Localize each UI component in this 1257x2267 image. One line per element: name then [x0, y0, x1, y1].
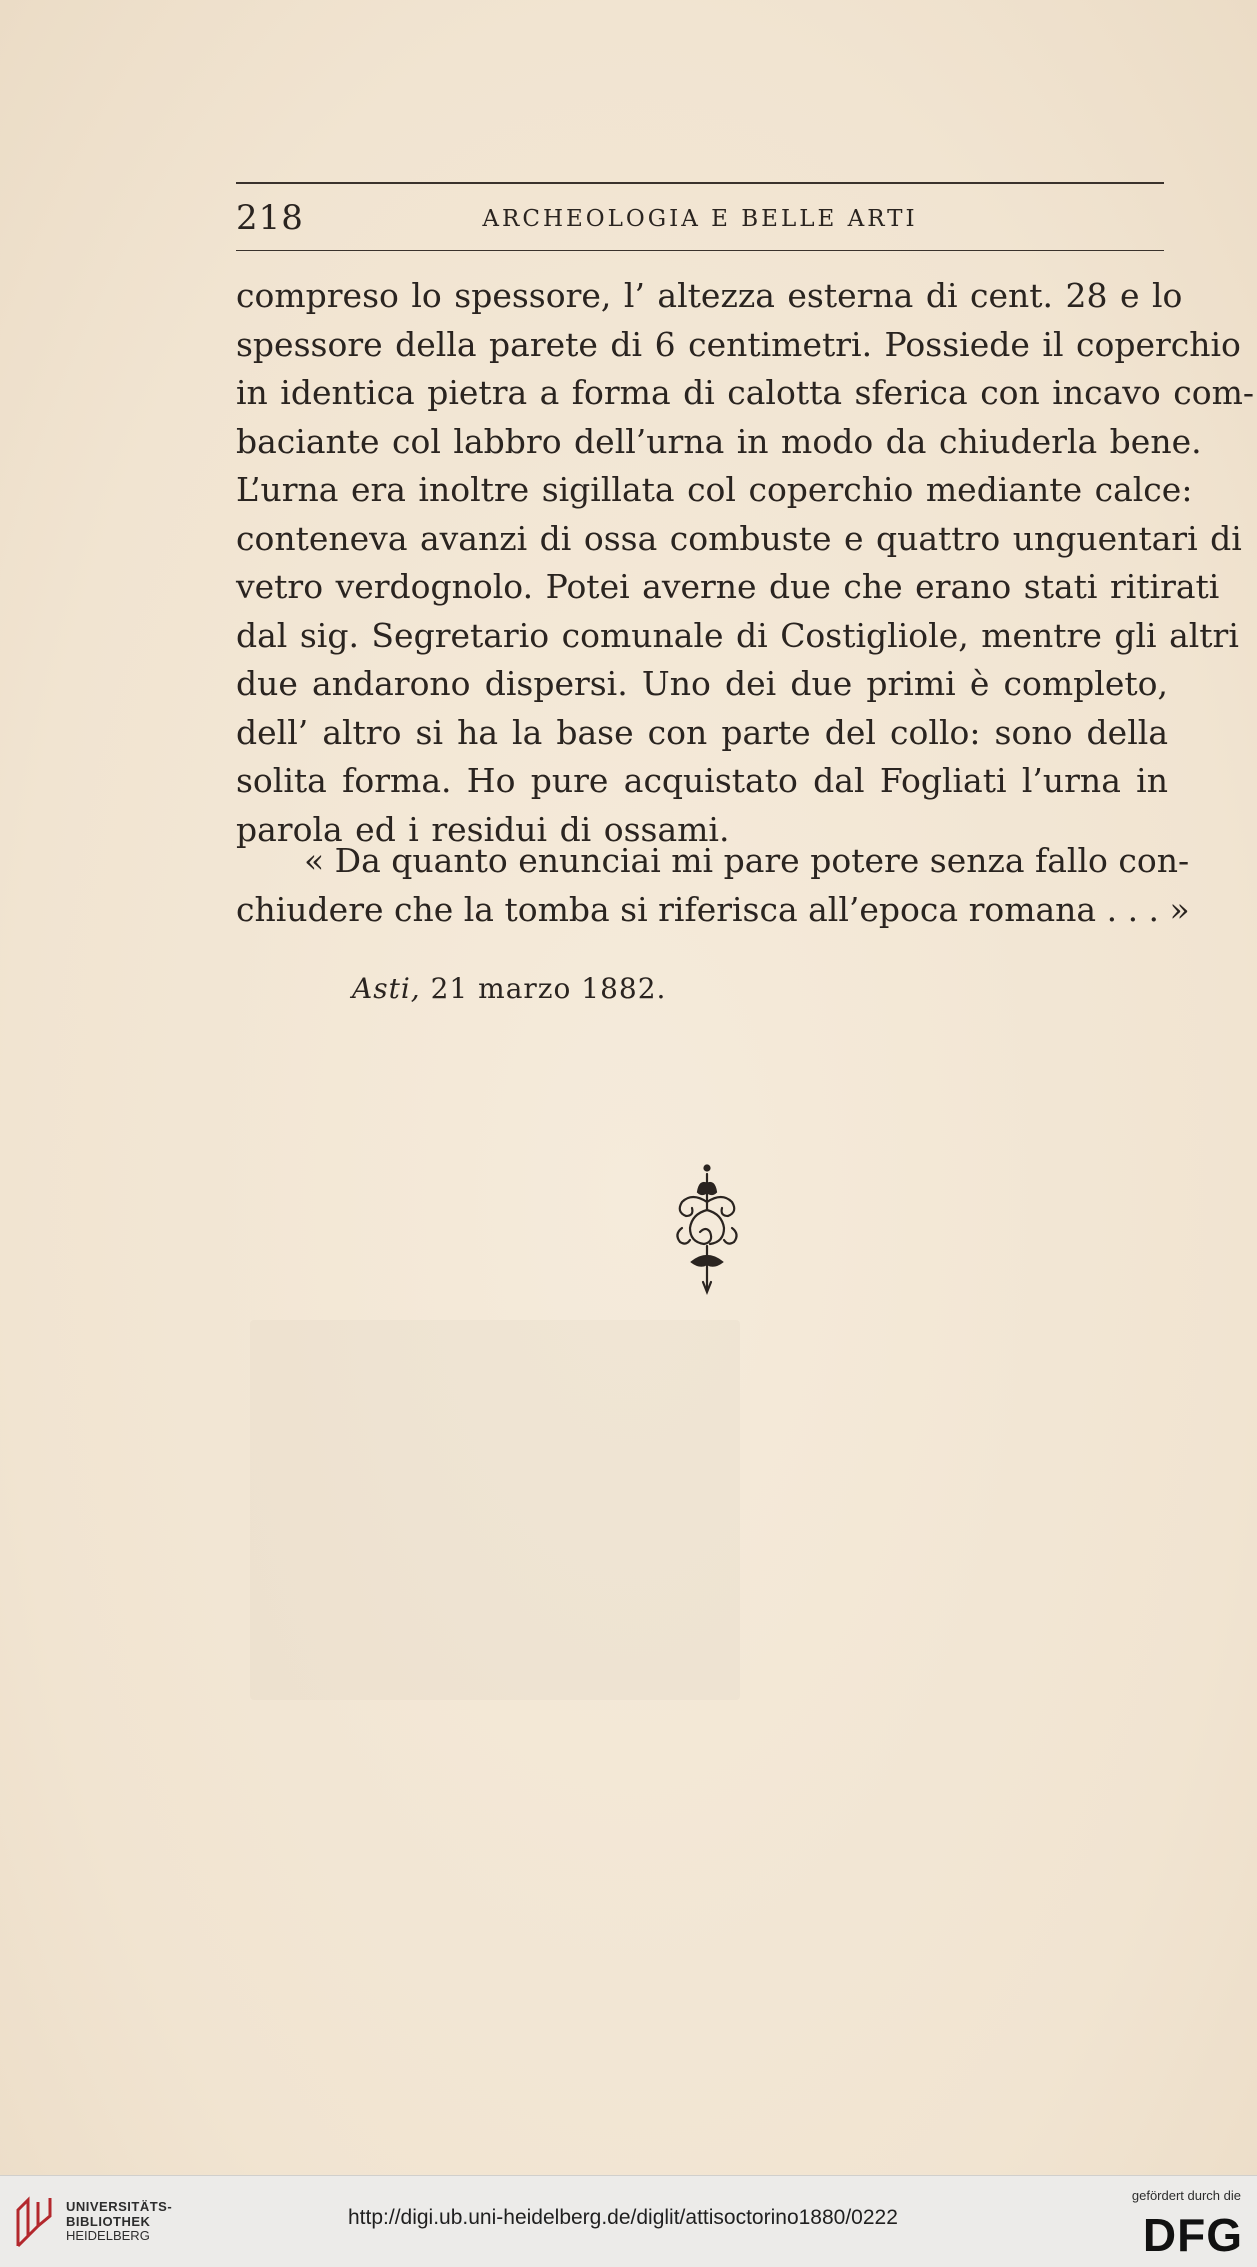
library-name: [66, 2200, 172, 2244]
text-line: vetro verdognolo. Potei averne due che erano stati ritirati: [236, 567, 1220, 606]
running-head: [236, 194, 1164, 244]
text-line: solita forma. Ho pure acquistato dal Fogliati l’urna in: [236, 761, 1168, 800]
show-through-shadow: [250, 1320, 740, 1700]
text-line: dal sig. Segretario comunale di Costigliole, mentre gli altri: [236, 615, 1239, 655]
header-rule-bottom: [236, 250, 1164, 251]
dateline-place: Asti,: [352, 972, 421, 1005]
body-paragraph: [236, 272, 1255, 854]
text-line: parola ed i residui di ossami.: [236, 809, 730, 849]
quote-line: chiudere che la tomba si riferisca all’epoca romana . . . »: [236, 889, 1190, 929]
text-line: dell’ altro si ha la base con parte del collo: sono della: [236, 712, 1168, 752]
dfg-logo: DFG: [1142, 2209, 1243, 2261]
library-name-line: UNIVERSITÄTS-: [66, 2199, 173, 2214]
library-name-line: BIBLIOTHEK: [66, 2213, 151, 2229]
text-line: in identica pietra a forma di calotta sferica con incavo com-: [236, 373, 1255, 412]
dateline-date: 21 marzo 1882.: [430, 972, 667, 1005]
viewer-footer: [0, 2175, 1257, 2267]
permalink-url[interactable]: http://digi.ub.uni-heidelberg.de/diglit/attisoctorino1880/0222: [348, 2206, 898, 2229]
quote-line: « Da quanto enunciai mi pare potere senza fallo con-: [304, 841, 1190, 880]
text-line: L’urna era inoltre sigillata col coperchio mediante calce:: [236, 470, 1193, 509]
fleuron-ornament-icon: [662, 1162, 752, 1312]
sponsor-text: gefördert durch die: [1131, 2188, 1241, 2203]
library-name-line: HEIDELBERG: [66, 2228, 150, 2243]
header-rule-top: [236, 182, 1164, 184]
page-number: 218: [236, 198, 304, 238]
dateline: [352, 972, 666, 1005]
text-line: due andarono dispersi. Uno dei due primi è completo,: [236, 664, 1168, 703]
university-library-logo-icon: [14, 2196, 54, 2248]
text-line: spessore della parete di 6 centimetri. Possiede il coperchio: [236, 324, 1241, 364]
running-title: ARCHEOLOGIA E BELLE ARTI: [482, 206, 918, 232]
quoted-paragraph: [236, 837, 1190, 934]
text-line: compreso lo spessore, l’ altezza esterna di cent. 28 e lo: [236, 276, 1183, 315]
text-line: conteneva avanzi di ossa combuste e quattro unguentari di: [236, 518, 1242, 558]
text-line: baciante col labbro dell’urna in modo da chiuderla bene.: [236, 421, 1202, 461]
